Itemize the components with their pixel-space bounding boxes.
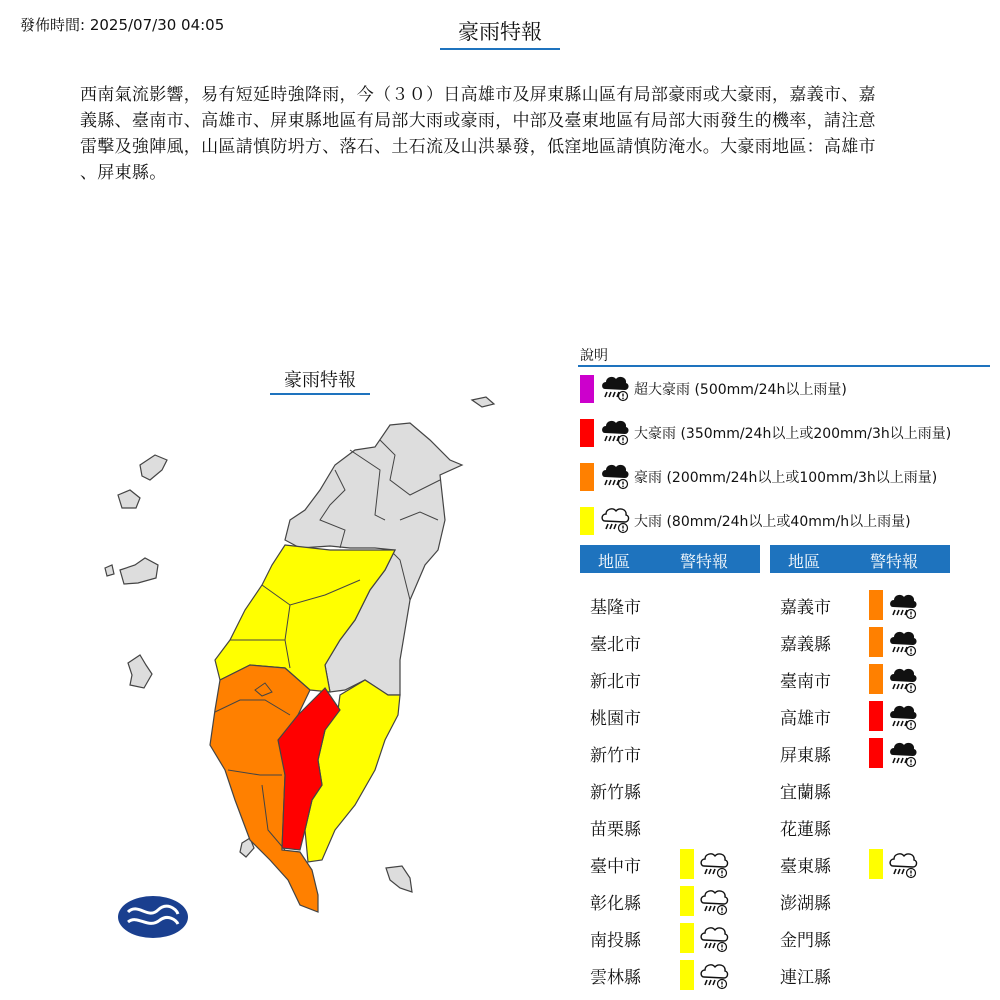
warning-level-bar	[680, 960, 694, 990]
taiwan-warning-map	[0, 380, 560, 1000]
col-warning-header: 警特報	[870, 552, 919, 571]
legend-label: 大雨 (80mm/24h以上或40mm/h以上雨量)	[634, 514, 911, 530]
legend-item	[580, 461, 937, 493]
heavy-rain-cloud-icon	[886, 737, 918, 773]
col-warning-header: 警特報	[680, 552, 729, 571]
page-title: 豪雨特報	[440, 16, 560, 50]
penghu-island	[128, 655, 152, 688]
legend-label: 豪雨 (200mm/24h以上或100mm/3h以上雨量)	[634, 470, 938, 486]
legend-item	[580, 505, 911, 537]
warning-level-bar	[869, 590, 883, 620]
region-name: 嘉義市	[780, 598, 831, 618]
legend-label: 超大豪雨 (500mm/24h以上雨量)	[634, 382, 847, 398]
heavy-rain-cloud-icon	[886, 589, 918, 625]
region-name: 宜蘭縣	[780, 783, 831, 803]
description-line: 義縣、臺南市、高雄市、屏東縣地區有局部大雨或豪雨，中部及臺東地區有局部大雨發生的機率，請注意	[80, 111, 876, 131]
col-region-header: 地區	[598, 552, 631, 571]
region-name: 臺北市	[590, 635, 641, 655]
rain-cloud-outline-icon	[697, 922, 729, 958]
map-title: 豪雨特報	[270, 366, 370, 395]
warning-level-bar	[869, 849, 883, 879]
table-header-right	[770, 545, 950, 573]
rain-cloud-outline-icon	[697, 885, 729, 921]
region-name: 新竹縣	[590, 783, 641, 803]
region-name: 高雄市	[780, 709, 831, 729]
region-name: 新竹市	[590, 746, 641, 766]
region-name: 桃園市	[590, 709, 641, 729]
legend-item	[580, 373, 847, 405]
matsu-island	[118, 490, 140, 508]
warning-level-bar	[869, 738, 883, 768]
table-header-left	[580, 545, 760, 573]
warning-level-bar	[680, 849, 694, 879]
matsu-island	[140, 455, 167, 480]
legend-swatch	[580, 507, 594, 535]
description-line: 、屏東縣。	[80, 163, 167, 183]
region-name: 連江縣	[780, 968, 831, 988]
heavy-rain-cloud-icon	[886, 700, 918, 736]
rain-cloud-outline-icon	[697, 959, 729, 995]
legend-heading: 說明	[580, 348, 608, 364]
rain-cloud-outline-icon	[886, 848, 918, 884]
region-name: 臺南市	[780, 672, 831, 692]
legend-label: 大豪雨 (350mm/24h以上或200mm/3h以上雨量)	[634, 426, 952, 442]
legend-item	[580, 417, 951, 449]
legend-swatch	[580, 463, 594, 491]
region-name: 雲林縣	[590, 968, 641, 988]
region-name: 臺東縣	[780, 857, 831, 877]
region-name: 屏東縣	[780, 746, 831, 766]
warning-level-bar	[680, 923, 694, 953]
turtle-island	[472, 397, 494, 407]
warning-level-bar	[869, 701, 883, 731]
region-name: 新北市	[590, 672, 641, 692]
heavy-rain-cloud-icon	[886, 663, 918, 699]
region-name: 苗栗縣	[590, 820, 641, 840]
region-name: 南投縣	[590, 931, 641, 951]
description-line: 西南氣流影響，易有短延時強降雨，今（３０）日高雄市及屏東縣山區有局部豪雨或大豪雨，嘉義市、嘉	[80, 85, 876, 105]
kinmen-island	[105, 565, 114, 576]
warning-level-bar	[680, 886, 694, 916]
warning-description	[80, 82, 920, 186]
region-name: 彰化縣	[590, 894, 641, 914]
region-name: 基隆市	[590, 598, 641, 618]
region-name: 澎湖縣	[780, 894, 831, 914]
col-region-header: 地區	[788, 552, 821, 571]
kinmen-island	[120, 558, 158, 584]
heavy-rain-cloud-icon	[598, 415, 634, 451]
warning-level-bar	[869, 664, 883, 694]
green-island	[386, 866, 412, 892]
cwa-logo	[118, 896, 188, 938]
legend-swatch	[580, 375, 594, 403]
rain-cloud-outline-icon	[697, 848, 729, 884]
heavy-rain-cloud-icon	[886, 626, 918, 662]
heavy-rain-cloud-icon	[598, 459, 634, 495]
issue-time: 發佈時間: 2025/07/30 04:05	[20, 16, 225, 34]
legend-divider	[578, 365, 990, 367]
heavy-rain-cloud-icon	[598, 371, 634, 407]
warning-level-bar	[869, 627, 883, 657]
legend-swatch	[580, 419, 594, 447]
region-name: 金門縣	[780, 931, 831, 951]
rain-cloud-outline-icon	[598, 503, 634, 539]
description-line: 雷擊及強陣風，山區請慎防坍方、落石、土石流及山洪暴發，低窪地區請慎防淹水。大豪雨地區：高雄市	[80, 137, 876, 157]
region-name: 嘉義縣	[780, 635, 831, 655]
region-name: 臺中市	[590, 857, 641, 877]
region-name: 花蓮縣	[780, 820, 831, 840]
